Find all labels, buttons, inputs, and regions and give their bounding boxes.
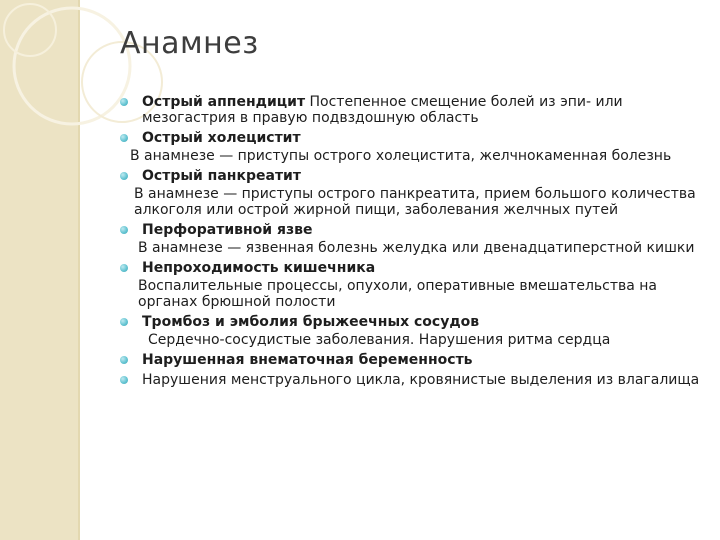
item-heading: Непроходимость кишечника (142, 260, 376, 276)
item-description: Нарушения менструального цикла, кровянистые выделения из влагалища (142, 372, 700, 388)
item-description: Сердечно-сосудистые заболевания. Нарушения ритма сердца (148, 332, 611, 348)
bullet-icon (120, 134, 128, 142)
list-item-pancreatitis (104, 168, 704, 184)
item-heading: Тромбоз и эмболия брыжеечных сосудов (142, 314, 480, 330)
bullet-icon (120, 98, 128, 106)
bullet-icon (120, 226, 128, 234)
list-item-mesenteric-thrombosis-detail (104, 332, 704, 348)
item-description: В анамнезе — приступы острого панкреатита, прием большого количества алкоголя или острой жирной пищи, заболевания желчных путей (134, 186, 696, 218)
bullet-icon (120, 356, 128, 364)
page-title: Анамнез (120, 26, 259, 61)
list-item-ectopic-pregnancy (104, 352, 704, 368)
bullet-icon (120, 318, 128, 326)
bullet-icon (120, 264, 128, 272)
list-item-appendicitis (104, 94, 704, 126)
item-description: Постепенное смещение болей из эпи- или мезогастрия в правую подвздошную область (142, 94, 623, 126)
item-description: В анамнезе — язвенная болезнь желудка или двенадцатиперстной кишки (138, 240, 695, 256)
list-item-perforated-ulcer-detail (104, 240, 704, 256)
item-heading: Острый аппендицит (142, 94, 306, 110)
bullet-list (104, 90, 704, 388)
list-item-cholecystitis (104, 130, 704, 146)
list-item-perforated-ulcer (104, 222, 704, 238)
list-item-pancreatitis-detail (104, 186, 704, 218)
list-item-bowel-obstruction (104, 260, 704, 276)
list-item-menstrual-disorders (104, 372, 704, 388)
item-heading: Острый панкреатит (142, 168, 301, 184)
item-heading: Нарушенная внематочная беременность (142, 352, 473, 368)
item-description: В анамнезе — приступы острого холецистита, желчнокаменная болезнь (130, 148, 672, 164)
item-description: Воспалительные процессы, опухоли, оперативные вмешательства на органах брюшной полости (138, 278, 658, 310)
list-item-cholecystitis-detail (104, 148, 704, 164)
bullet-icon (120, 376, 128, 384)
item-heading: Острый холецистит (142, 130, 301, 146)
list-item-bowel-obstruction-detail (104, 278, 704, 310)
list-item-mesenteric-thrombosis (104, 314, 704, 330)
item-heading: Перфоративной язве (142, 222, 313, 238)
bullet-icon (120, 172, 128, 180)
